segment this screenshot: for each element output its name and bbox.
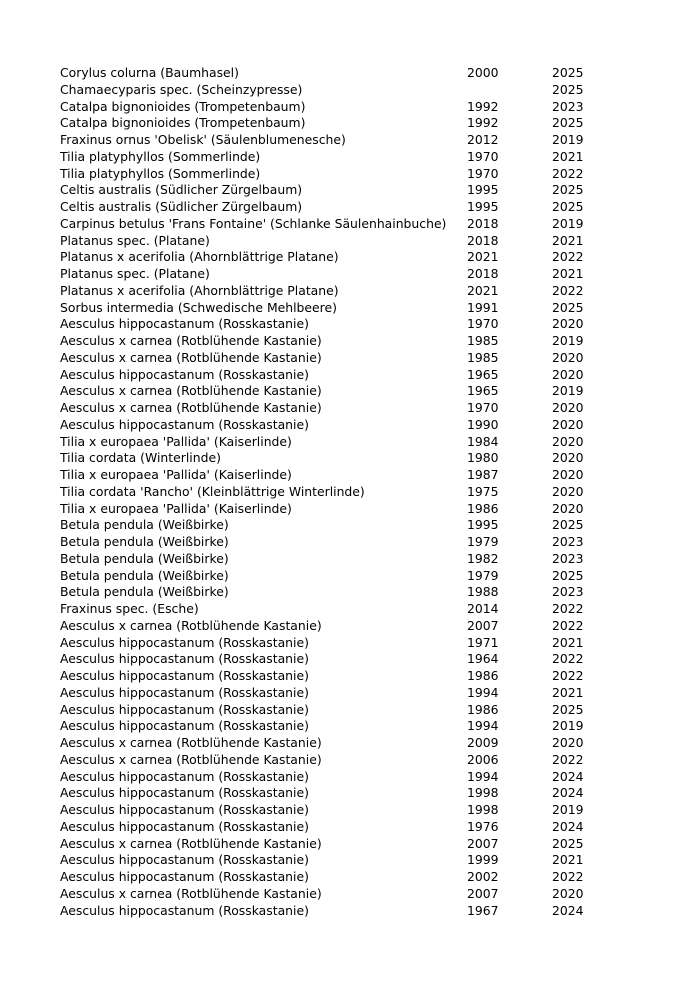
planting-year-cell: 1998 bbox=[467, 785, 499, 801]
planting-year-cell: 2002 bbox=[467, 869, 499, 884]
table-row bbox=[60, 718, 660, 735]
tree-species-cell: Tilia x europaea 'Pallida' (Kaiserlinde) bbox=[60, 500, 292, 516]
table-row bbox=[60, 132, 660, 149]
tree-species-cell: Fraxinus spec. (Esche) bbox=[60, 601, 199, 616]
planting-year-cell: 1970 bbox=[467, 165, 499, 181]
planting-year-cell: 1999 bbox=[467, 852, 499, 868]
planting-year-cell: 1971 bbox=[467, 634, 499, 650]
table-row bbox=[60, 434, 660, 451]
inspection-year-cell: 2024 bbox=[552, 902, 584, 918]
table-row bbox=[60, 735, 660, 752]
inspection-year-cell: 2023 bbox=[552, 584, 584, 600]
inspection-year-cell: 2022 bbox=[552, 869, 584, 884]
table-row bbox=[60, 82, 660, 99]
inspection-year-cell: 2020 bbox=[552, 450, 584, 466]
table-row bbox=[60, 300, 660, 317]
planting-year-cell: 1986 bbox=[467, 701, 499, 717]
table-row bbox=[60, 149, 660, 166]
planting-year-cell: 2014 bbox=[467, 601, 499, 616]
planting-year-cell: 1991 bbox=[467, 299, 499, 315]
inspection-year-cell: 2020 bbox=[552, 500, 584, 516]
table-row bbox=[60, 685, 660, 702]
planting-year-cell: 1970 bbox=[467, 148, 499, 164]
planting-year-cell: 1992 bbox=[467, 98, 499, 114]
tree-species-cell: Sorbus intermedia (Schwedische Mehlbeere) bbox=[60, 299, 337, 315]
table-row bbox=[60, 249, 660, 266]
inspection-year-cell: 2025 bbox=[552, 81, 584, 97]
planting-year-cell: 1992 bbox=[467, 115, 499, 131]
planting-year-cell: 1995 bbox=[467, 199, 499, 214]
table-row bbox=[60, 417, 660, 434]
tree-species-cell: Aesculus hippocastanum (Rosskastanie) bbox=[60, 651, 309, 667]
tree-species-cell: Celtis australis (Südlicher Zürgelbaum) bbox=[60, 182, 303, 198]
inspection-year-cell: 2021 bbox=[552, 148, 584, 164]
inspection-year-cell: 2020 bbox=[552, 416, 584, 432]
tree-species-cell: Betula pendula (Weißbirke) bbox=[60, 550, 229, 566]
table-row bbox=[60, 400, 660, 417]
table-row bbox=[60, 333, 660, 350]
planting-year-cell: 2009 bbox=[467, 735, 499, 750]
planting-year-cell: 1964 bbox=[467, 651, 499, 667]
tree-species-cell: Aesculus x carnea (Rotblühende Kastanie) bbox=[60, 400, 322, 415]
table-row bbox=[60, 668, 660, 685]
tree-species-cell: Aesculus hippocastanum (Rosskastanie) bbox=[60, 818, 309, 834]
inspection-year-cell: 2025 bbox=[552, 835, 584, 851]
inspection-year-cell: 2023 bbox=[552, 550, 584, 566]
tree-species-cell: Tilia cordata 'Rancho' (Kleinblättrige Winterlinde) bbox=[60, 483, 365, 499]
tree-species-cell: Betula pendula (Weißbirke) bbox=[60, 584, 229, 600]
tree-species-cell: Platanus spec. (Platane) bbox=[60, 266, 210, 281]
table-row bbox=[60, 115, 660, 132]
inspection-year-cell: 2020 bbox=[552, 349, 584, 365]
table-row bbox=[60, 517, 660, 534]
tree-species-cell: Carpinus betulus 'Frans Fontaine' (Schlanke Säulenhainbuche) bbox=[60, 215, 447, 231]
planting-year-cell: 1987 bbox=[467, 467, 499, 482]
tree-species-cell: Fraxinus ornus 'Obelisk' (Säulenblumenesche) bbox=[60, 132, 346, 147]
tree-table bbox=[60, 65, 660, 919]
inspection-year-cell: 2025 bbox=[552, 182, 584, 198]
planting-year-cell: 1979 bbox=[467, 567, 499, 583]
planting-year-cell: 1979 bbox=[467, 534, 499, 549]
inspection-year-cell: 2019 bbox=[552, 215, 584, 231]
inspection-year-cell: 2020 bbox=[552, 467, 584, 482]
planting-year-cell: 2021 bbox=[467, 282, 499, 298]
tree-species-cell: Aesculus x carnea (Rotblühende Kastanie) bbox=[60, 349, 322, 365]
table-row bbox=[60, 501, 660, 518]
tree-species-cell: Aesculus x carnea (Rotblühende Kastanie) bbox=[60, 617, 322, 633]
table-row bbox=[60, 618, 660, 635]
inspection-year-cell: 2022 bbox=[552, 282, 584, 298]
inspection-year-cell: 2019 bbox=[552, 383, 584, 399]
planting-year-cell: 1982 bbox=[467, 550, 499, 566]
inspection-year-cell: 2022 bbox=[552, 751, 584, 767]
inspection-year-cell: 2022 bbox=[552, 249, 584, 265]
table-row bbox=[60, 601, 660, 618]
tree-species-cell: Aesculus x carnea (Rotblühende Kastanie) bbox=[60, 333, 322, 348]
planting-year-cell: 1965 bbox=[467, 366, 499, 382]
planting-year-cell: 2007 bbox=[467, 617, 499, 633]
table-row bbox=[60, 484, 660, 501]
planting-year-cell: 1988 bbox=[467, 584, 499, 600]
inspection-year-cell: 2019 bbox=[552, 718, 584, 734]
planting-year-cell: 1965 bbox=[467, 383, 499, 399]
inspection-year-cell: 2019 bbox=[552, 333, 584, 348]
tree-species-cell: Aesculus x carnea (Rotblühende Kastanie) bbox=[60, 835, 322, 851]
table-row bbox=[60, 769, 660, 786]
inspection-year-cell: 2020 bbox=[552, 400, 584, 415]
tree-species-cell: Aesculus hippocastanum (Rosskastanie) bbox=[60, 366, 309, 382]
table-row bbox=[60, 467, 660, 484]
tree-species-cell: Tilia x europaea 'Pallida' (Kaiserlinde) bbox=[60, 433, 292, 449]
table-row bbox=[60, 752, 660, 769]
table-row bbox=[60, 233, 660, 250]
planting-year-cell: 1985 bbox=[467, 333, 499, 348]
table-row bbox=[60, 635, 660, 652]
planting-year-cell: 2018 bbox=[467, 215, 499, 231]
tree-species-cell: Platanus x acerifolia (Ahornblättrige Platane) bbox=[60, 282, 339, 298]
planting-year-cell: 2012 bbox=[467, 132, 499, 147]
table-row bbox=[60, 350, 660, 367]
planting-year-cell: 1990 bbox=[467, 416, 499, 432]
planting-year-cell: 1970 bbox=[467, 400, 499, 415]
planting-year-cell: 1986 bbox=[467, 668, 499, 683]
table-row bbox=[60, 551, 660, 568]
table-row bbox=[60, 836, 660, 853]
inspection-year-cell: 2020 bbox=[552, 366, 584, 382]
table-row bbox=[60, 316, 660, 333]
inspection-year-cell: 2021 bbox=[552, 634, 584, 650]
planting-year-cell: 1970 bbox=[467, 316, 499, 332]
inspection-year-cell: 2022 bbox=[552, 651, 584, 667]
tree-species-cell: Aesculus hippocastanum (Rosskastanie) bbox=[60, 869, 309, 884]
tree-species-cell: Aesculus hippocastanum (Rosskastanie) bbox=[60, 701, 309, 717]
planting-year-cell: 2007 bbox=[467, 835, 499, 851]
tree-species-cell: Aesculus hippocastanum (Rosskastanie) bbox=[60, 902, 309, 918]
inspection-year-cell: 2021 bbox=[552, 684, 584, 700]
planting-year-cell: 1995 bbox=[467, 517, 499, 533]
planting-year-cell: 2007 bbox=[467, 885, 499, 901]
table-row bbox=[60, 819, 660, 836]
inspection-year-cell: 2025 bbox=[552, 115, 584, 131]
table-row bbox=[60, 534, 660, 551]
table-row bbox=[60, 283, 660, 300]
tree-species-cell: Betula pendula (Weißbirke) bbox=[60, 517, 229, 533]
inspection-year-cell: 2022 bbox=[552, 601, 584, 616]
table-row bbox=[60, 367, 660, 384]
inspection-year-cell: 2021 bbox=[552, 852, 584, 868]
planting-year-cell: 1967 bbox=[467, 902, 499, 918]
inspection-year-cell: 2025 bbox=[552, 517, 584, 533]
table-row bbox=[60, 383, 660, 400]
tree-species-cell: Tilia platyphyllos (Sommerlinde) bbox=[60, 148, 261, 164]
table-row bbox=[60, 785, 660, 802]
tree-species-cell: Betula pendula (Weißbirke) bbox=[60, 534, 229, 549]
inspection-year-cell: 2025 bbox=[552, 567, 584, 583]
table-row bbox=[60, 65, 660, 82]
tree-species-cell: Aesculus x carnea (Rotblühende Kastanie) bbox=[60, 751, 322, 767]
table-row bbox=[60, 651, 660, 668]
tree-species-cell: Celtis australis (Südlicher Zürgelbaum) bbox=[60, 199, 303, 214]
table-row bbox=[60, 903, 660, 920]
inspection-year-cell: 2020 bbox=[552, 735, 584, 750]
tree-species-cell: Aesculus hippocastanum (Rosskastanie) bbox=[60, 852, 309, 868]
planting-year-cell: 1986 bbox=[467, 500, 499, 516]
planting-year-cell: 1998 bbox=[467, 802, 499, 817]
planting-year-cell: 2021 bbox=[467, 249, 499, 265]
inspection-year-cell: 2025 bbox=[552, 299, 584, 315]
tree-species-cell: Catalpa bignonioides (Trompetenbaum) bbox=[60, 115, 306, 131]
planting-year-cell: 2006 bbox=[467, 751, 499, 767]
table-row bbox=[60, 216, 660, 233]
tree-species-cell: Aesculus hippocastanum (Rosskastanie) bbox=[60, 684, 309, 700]
table-row bbox=[60, 182, 660, 199]
inspection-year-cell: 2022 bbox=[552, 165, 584, 181]
table-row bbox=[60, 869, 660, 886]
table-row bbox=[60, 166, 660, 183]
table-row bbox=[60, 99, 660, 116]
inspection-year-cell: 2025 bbox=[552, 701, 584, 717]
inspection-year-cell: 2025 bbox=[552, 65, 584, 80]
tree-species-cell: Platanus x acerifolia (Ahornblättrige Platane) bbox=[60, 249, 339, 265]
table-row bbox=[60, 584, 660, 601]
table-row bbox=[60, 450, 660, 467]
table-row bbox=[60, 852, 660, 869]
inspection-year-cell: 2024 bbox=[552, 785, 584, 801]
inspection-year-cell: 2023 bbox=[552, 98, 584, 114]
tree-species-cell: Tilia x europaea 'Pallida' (Kaiserlinde) bbox=[60, 467, 292, 482]
planting-year-cell: 2018 bbox=[467, 266, 499, 281]
table-row bbox=[60, 886, 660, 903]
inspection-year-cell: 2024 bbox=[552, 818, 584, 834]
inspection-year-cell: 2022 bbox=[552, 617, 584, 633]
tree-species-cell: Aesculus hippocastanum (Rosskastanie) bbox=[60, 668, 309, 683]
tree-species-cell: Tilia platyphyllos (Sommerlinde) bbox=[60, 165, 261, 181]
tree-species-cell: Betula pendula (Weißbirke) bbox=[60, 567, 229, 583]
inspection-year-cell: 2021 bbox=[552, 232, 584, 248]
planting-year-cell: 1994 bbox=[467, 768, 499, 784]
inspection-year-cell: 2020 bbox=[552, 433, 584, 449]
table-row bbox=[60, 266, 660, 283]
inspection-year-cell: 2021 bbox=[552, 266, 584, 281]
tree-species-cell: Aesculus hippocastanum (Rosskastanie) bbox=[60, 718, 309, 734]
tree-species-cell: Platanus spec. (Platane) bbox=[60, 232, 210, 248]
tree-species-cell: Aesculus hippocastanum (Rosskastanie) bbox=[60, 416, 309, 432]
tree-species-cell: Aesculus x carnea (Rotblühende Kastanie) bbox=[60, 383, 322, 399]
inspection-year-cell: 2019 bbox=[552, 802, 584, 817]
planting-year-cell: 2018 bbox=[467, 232, 499, 248]
tree-species-cell: Aesculus hippocastanum (Rosskastanie) bbox=[60, 785, 309, 801]
tree-species-cell: Aesculus hippocastanum (Rosskastanie) bbox=[60, 316, 309, 332]
planting-year-cell: 1994 bbox=[467, 718, 499, 734]
inspection-year-cell: 2024 bbox=[552, 768, 584, 784]
planting-year-cell: 1995 bbox=[467, 182, 499, 198]
tree-species-cell: Aesculus hippocastanum (Rosskastanie) bbox=[60, 634, 309, 650]
inspection-year-cell: 2023 bbox=[552, 534, 584, 549]
tree-species-cell: Corylus colurna (Baumhasel) bbox=[60, 65, 239, 80]
tree-species-cell: Tilia cordata (Winterlinde) bbox=[60, 450, 221, 466]
table-row bbox=[60, 802, 660, 819]
tree-species-cell: Chamaecyparis spec. (Scheinzypresse) bbox=[60, 81, 303, 97]
tree-species-cell: Aesculus x carnea (Rotblühende Kastanie) bbox=[60, 885, 322, 901]
planting-year-cell: 2000 bbox=[467, 65, 499, 80]
tree-species-cell: Aesculus hippocastanum (Rosskastanie) bbox=[60, 768, 309, 784]
inspection-year-cell: 2019 bbox=[552, 132, 584, 147]
tree-species-cell: Aesculus x carnea (Rotblühende Kastanie) bbox=[60, 735, 322, 750]
planting-year-cell: 1975 bbox=[467, 483, 499, 499]
planting-year-cell: 1984 bbox=[467, 433, 499, 449]
planting-year-cell: 1994 bbox=[467, 684, 499, 700]
planting-year-cell: 1985 bbox=[467, 349, 499, 365]
table-row bbox=[60, 702, 660, 719]
table-row bbox=[60, 199, 660, 216]
tree-species-cell: Aesculus hippocastanum (Rosskastanie) bbox=[60, 802, 309, 817]
tree-species-cell: Catalpa bignonioides (Trompetenbaum) bbox=[60, 98, 306, 114]
planting-year-cell: 1980 bbox=[467, 450, 499, 466]
inspection-year-cell: 2025 bbox=[552, 199, 584, 214]
planting-year-cell: 1976 bbox=[467, 818, 499, 834]
inspection-year-cell: 2020 bbox=[552, 885, 584, 901]
inspection-year-cell: 2020 bbox=[552, 316, 584, 332]
inspection-year-cell: 2020 bbox=[552, 483, 584, 499]
table-row bbox=[60, 568, 660, 585]
inspection-year-cell: 2022 bbox=[552, 668, 584, 683]
